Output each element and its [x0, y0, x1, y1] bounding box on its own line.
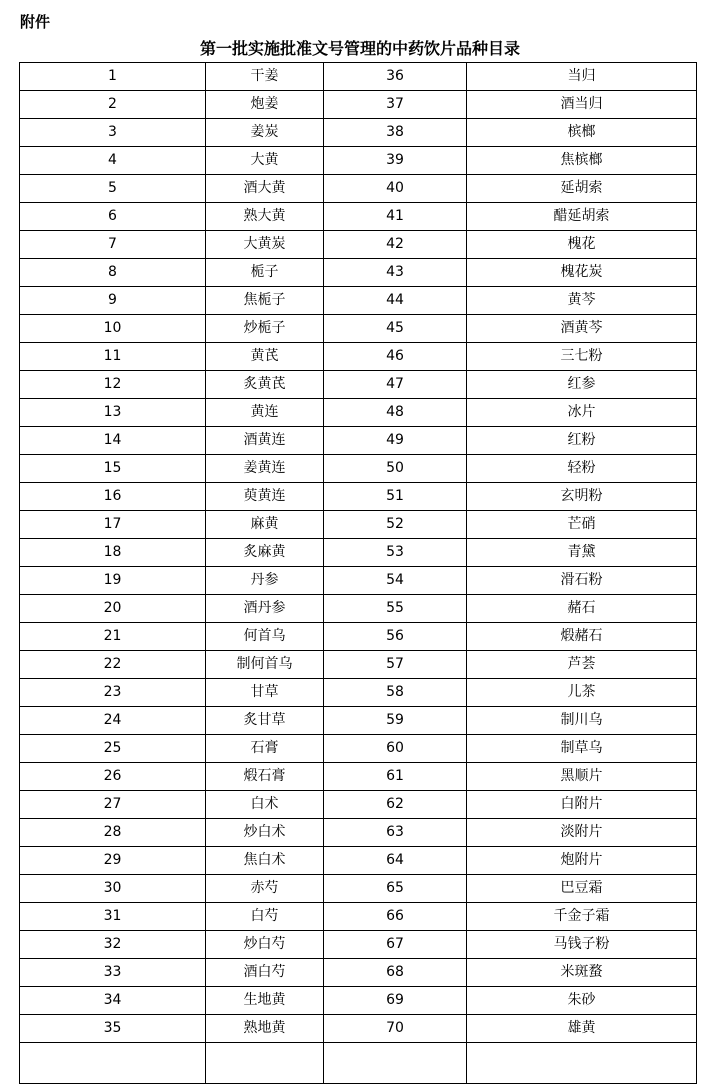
item-number-cell: 30	[20, 875, 206, 903]
herb-name-cell: 滑石粉	[467, 567, 697, 595]
herb-name-cell: 熟大黄	[206, 203, 324, 231]
item-number-cell: 54	[324, 567, 467, 595]
herb-name-cell: 炙甘草	[206, 707, 324, 735]
herb-name-cell: 大黄	[206, 147, 324, 175]
herb-name-cell: 焦栀子	[206, 287, 324, 315]
herb-name-cell: 白附片	[467, 791, 697, 819]
herb-name-cell: 炮姜	[206, 91, 324, 119]
herb-name-cell: 姜黄连	[206, 455, 324, 483]
item-number-cell: 36	[324, 63, 467, 91]
item-number-cell: 50	[324, 455, 467, 483]
herb-name-cell: 马钱子粉	[467, 931, 697, 959]
table-row	[20, 791, 697, 819]
item-number-cell: 13	[20, 399, 206, 427]
item-number-cell: 21	[20, 623, 206, 651]
item-number-cell: 43	[324, 259, 467, 287]
catalog-body	[20, 63, 697, 1084]
item-number-cell: 28	[20, 819, 206, 847]
herb-name-cell: 炮附片	[467, 847, 697, 875]
herb-name-cell: 炙黄芪	[206, 371, 324, 399]
herb-name-cell: 姜炭	[206, 119, 324, 147]
item-number-cell: 15	[20, 455, 206, 483]
table-row	[20, 763, 697, 791]
item-number-cell: 47	[324, 371, 467, 399]
item-number-cell: 68	[324, 959, 467, 987]
empty-cell	[206, 1043, 324, 1084]
herb-name-cell: 延胡索	[467, 175, 697, 203]
item-number-cell: 46	[324, 343, 467, 371]
item-number-cell: 65	[324, 875, 467, 903]
herb-name-cell: 黄芩	[467, 287, 697, 315]
herb-name-cell: 白芍	[206, 903, 324, 931]
item-number-cell: 27	[20, 791, 206, 819]
herb-name-cell: 冰片	[467, 399, 697, 427]
item-number-cell: 39	[324, 147, 467, 175]
item-number-cell: 58	[324, 679, 467, 707]
table-row	[20, 903, 697, 931]
item-number-cell: 33	[20, 959, 206, 987]
table-row	[20, 63, 697, 91]
herb-name-cell: 雄黄	[467, 1015, 697, 1043]
herb-name-cell: 黄芪	[206, 343, 324, 371]
table-row	[20, 875, 697, 903]
herb-name-cell: 巴豆霜	[467, 875, 697, 903]
herb-name-cell: 何首乌	[206, 623, 324, 651]
item-number-cell: 32	[20, 931, 206, 959]
herb-name-cell: 酒丹参	[206, 595, 324, 623]
herb-name-cell: 黑顺片	[467, 763, 697, 791]
herb-name-cell: 萸黄连	[206, 483, 324, 511]
table-row	[20, 343, 697, 371]
herb-name-cell: 熟地黄	[206, 1015, 324, 1043]
item-number-cell: 67	[324, 931, 467, 959]
herb-name-cell: 米斑蝥	[467, 959, 697, 987]
table-row	[20, 455, 697, 483]
item-number-cell: 48	[324, 399, 467, 427]
herb-name-cell: 白术	[206, 791, 324, 819]
herb-name-cell: 制何首乌	[206, 651, 324, 679]
table-row	[20, 287, 697, 315]
herb-name-cell: 生地黄	[206, 987, 324, 1015]
herb-name-cell: 煅石膏	[206, 763, 324, 791]
table-row	[20, 483, 697, 511]
empty-cell	[467, 1043, 697, 1084]
herb-name-cell: 酒当归	[467, 91, 697, 119]
item-number-cell: 22	[20, 651, 206, 679]
table-row	[20, 371, 697, 399]
item-number-cell: 9	[20, 287, 206, 315]
item-number-cell: 64	[324, 847, 467, 875]
item-number-cell: 57	[324, 651, 467, 679]
item-number-cell: 23	[20, 679, 206, 707]
table-row	[20, 259, 697, 287]
item-number-cell: 8	[20, 259, 206, 287]
herb-name-cell: 酒大黄	[206, 175, 324, 203]
table-row	[20, 427, 697, 455]
table-row	[20, 147, 697, 175]
table-row	[20, 959, 697, 987]
herb-name-cell: 酒黄芩	[467, 315, 697, 343]
herb-name-cell: 麻黄	[206, 511, 324, 539]
item-number-cell: 60	[324, 735, 467, 763]
item-number-cell: 37	[324, 91, 467, 119]
herb-name-cell: 槟榔	[467, 119, 697, 147]
attachment-label: 附件	[20, 13, 51, 31]
herb-name-cell: 当归	[467, 63, 697, 91]
herb-name-cell: 朱砂	[467, 987, 697, 1015]
item-number-cell: 26	[20, 763, 206, 791]
item-number-cell: 38	[324, 119, 467, 147]
item-number-cell: 12	[20, 371, 206, 399]
item-number-cell: 42	[324, 231, 467, 259]
table-row	[20, 931, 697, 959]
item-number-cell: 69	[324, 987, 467, 1015]
herb-name-cell: 焦白术	[206, 847, 324, 875]
table-row	[20, 175, 697, 203]
table-row	[20, 231, 697, 259]
table-row	[20, 315, 697, 343]
item-number-cell: 31	[20, 903, 206, 931]
item-number-cell: 1	[20, 63, 206, 91]
herb-name-cell: 赭石	[467, 595, 697, 623]
item-number-cell: 51	[324, 483, 467, 511]
empty-table-row	[20, 1043, 697, 1084]
item-number-cell: 14	[20, 427, 206, 455]
item-number-cell: 4	[20, 147, 206, 175]
herb-name-cell: 淡附片	[467, 819, 697, 847]
empty-cell	[20, 1043, 206, 1084]
table-row	[20, 91, 697, 119]
table-row	[20, 987, 697, 1015]
herb-name-cell: 炒白芍	[206, 931, 324, 959]
item-number-cell: 10	[20, 315, 206, 343]
item-number-cell: 29	[20, 847, 206, 875]
item-number-cell: 59	[324, 707, 467, 735]
herb-name-cell: 炙麻黄	[206, 539, 324, 567]
item-number-cell: 24	[20, 707, 206, 735]
herb-catalog-table	[19, 62, 697, 1084]
item-number-cell: 16	[20, 483, 206, 511]
item-number-cell: 35	[20, 1015, 206, 1043]
item-number-cell: 63	[324, 819, 467, 847]
item-number-cell: 20	[20, 595, 206, 623]
table-row	[20, 203, 697, 231]
table-row	[20, 567, 697, 595]
herb-name-cell: 芒硝	[467, 511, 697, 539]
item-number-cell: 66	[324, 903, 467, 931]
table-row	[20, 539, 697, 567]
herb-name-cell: 焦槟榔	[467, 147, 697, 175]
item-number-cell: 2	[20, 91, 206, 119]
herb-name-cell: 醋延胡索	[467, 203, 697, 231]
herb-name-cell: 儿茶	[467, 679, 697, 707]
item-number-cell: 70	[324, 1015, 467, 1043]
herb-name-cell: 三七粉	[467, 343, 697, 371]
herb-name-cell: 红参	[467, 371, 697, 399]
item-number-cell: 25	[20, 735, 206, 763]
herb-name-cell: 玄明粉	[467, 483, 697, 511]
table-row	[20, 511, 697, 539]
herb-name-cell: 轻粉	[467, 455, 697, 483]
item-number-cell: 55	[324, 595, 467, 623]
item-number-cell: 6	[20, 203, 206, 231]
herb-name-cell: 炒栀子	[206, 315, 324, 343]
herb-name-cell: 芦荟	[467, 651, 697, 679]
herb-name-cell: 制川乌	[467, 707, 697, 735]
table-row	[20, 707, 697, 735]
empty-cell	[324, 1043, 467, 1084]
table-row	[20, 847, 697, 875]
item-number-cell: 44	[324, 287, 467, 315]
herb-name-cell: 酒黄连	[206, 427, 324, 455]
herb-name-cell: 赤芍	[206, 875, 324, 903]
herb-name-cell: 煅赭石	[467, 623, 697, 651]
table-row	[20, 623, 697, 651]
table-row	[20, 595, 697, 623]
item-number-cell: 40	[324, 175, 467, 203]
item-number-cell: 5	[20, 175, 206, 203]
herb-name-cell: 制草乌	[467, 735, 697, 763]
herb-name-cell: 大黄炭	[206, 231, 324, 259]
herb-name-cell: 石膏	[206, 735, 324, 763]
item-number-cell: 17	[20, 511, 206, 539]
item-number-cell: 52	[324, 511, 467, 539]
item-number-cell: 61	[324, 763, 467, 791]
item-number-cell: 7	[20, 231, 206, 259]
item-number-cell: 3	[20, 119, 206, 147]
herb-name-cell: 千金子霜	[467, 903, 697, 931]
item-number-cell: 41	[324, 203, 467, 231]
item-number-cell: 18	[20, 539, 206, 567]
item-number-cell: 56	[324, 623, 467, 651]
table-row	[20, 1015, 697, 1043]
herb-name-cell: 甘草	[206, 679, 324, 707]
item-number-cell: 62	[324, 791, 467, 819]
herb-name-cell: 槐花炭	[467, 259, 697, 287]
herb-name-cell: 栀子	[206, 259, 324, 287]
herb-name-cell: 槐花	[467, 231, 697, 259]
herb-name-cell: 丹参	[206, 567, 324, 595]
herb-name-cell: 酒白芍	[206, 959, 324, 987]
table-row	[20, 735, 697, 763]
table-row	[20, 679, 697, 707]
item-number-cell: 11	[20, 343, 206, 371]
page-title: 第一批实施批准文号管理的中药饮片品种目录	[199, 39, 520, 58]
item-number-cell: 34	[20, 987, 206, 1015]
item-number-cell: 19	[20, 567, 206, 595]
herb-name-cell: 红粉	[467, 427, 697, 455]
item-number-cell: 45	[324, 315, 467, 343]
table-row	[20, 819, 697, 847]
herb-name-cell: 青黛	[467, 539, 697, 567]
item-number-cell: 49	[324, 427, 467, 455]
herb-name-cell: 黄连	[206, 399, 324, 427]
herb-name-cell: 炒白术	[206, 819, 324, 847]
table-row	[20, 119, 697, 147]
herb-name-cell: 干姜	[206, 63, 324, 91]
table-row	[20, 399, 697, 427]
item-number-cell: 53	[324, 539, 467, 567]
table-row	[20, 651, 697, 679]
